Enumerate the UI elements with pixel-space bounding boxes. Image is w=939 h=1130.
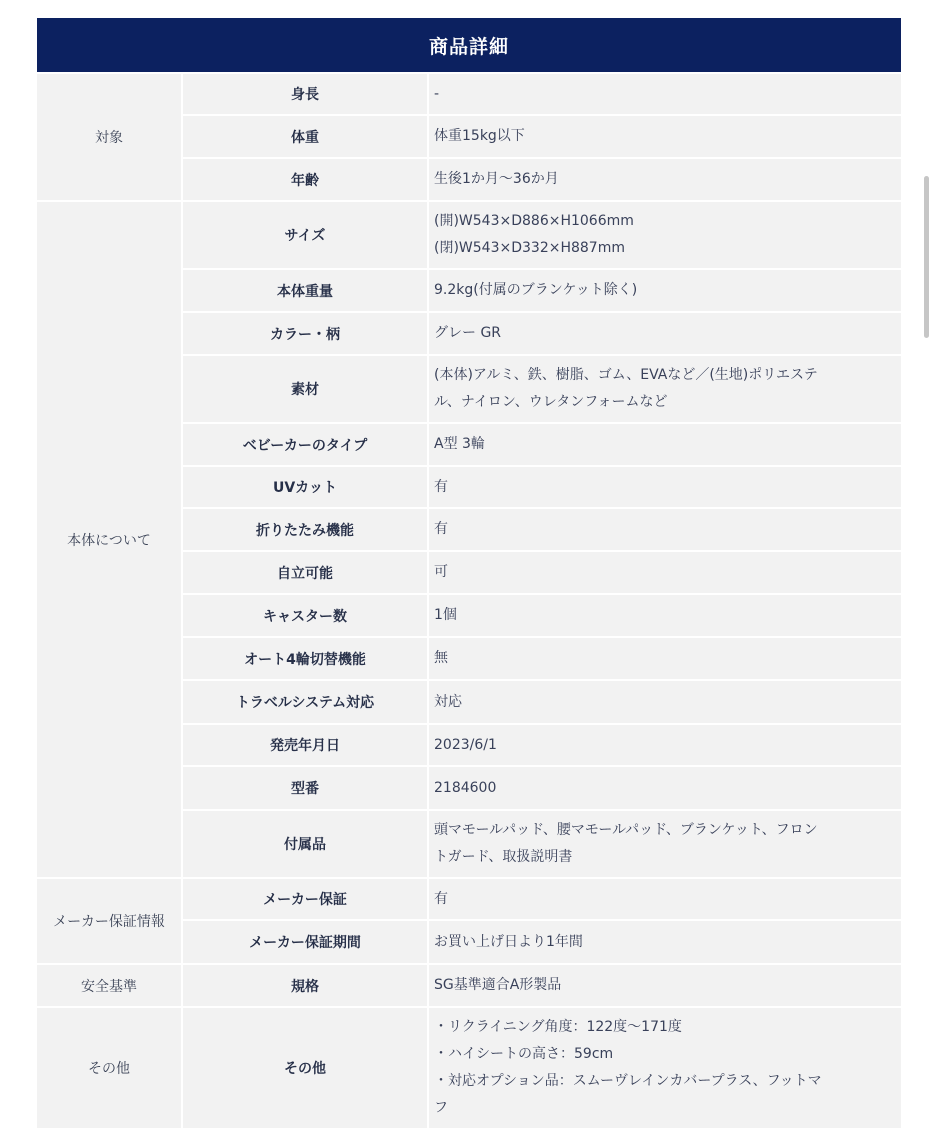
value-line: トガード、取扱説明書 bbox=[434, 849, 573, 865]
value-line: グレー GR bbox=[434, 325, 502, 341]
row-value bbox=[429, 313, 901, 354]
row-value bbox=[429, 921, 901, 963]
table-row bbox=[183, 313, 901, 356]
row-value bbox=[429, 424, 901, 465]
row-value bbox=[429, 74, 901, 114]
table-row bbox=[183, 509, 901, 552]
table-row bbox=[183, 74, 901, 116]
group-label: その他 bbox=[37, 1008, 183, 1128]
value-line: 可 bbox=[434, 564, 448, 580]
value-line: A型 3輪 bbox=[434, 436, 485, 452]
row-value bbox=[429, 467, 901, 507]
table-row bbox=[183, 921, 901, 963]
table-row bbox=[183, 467, 901, 509]
group-label: 対象 bbox=[37, 74, 183, 200]
spec-group bbox=[37, 1008, 901, 1130]
table-row bbox=[183, 159, 901, 200]
value-line: 9.2kg(付属のブランケット除く) bbox=[434, 282, 638, 298]
row-value bbox=[429, 159, 901, 200]
value-line: 生後1か月～36か月 bbox=[434, 171, 559, 187]
row-value bbox=[429, 595, 901, 636]
value-line: (閉)W543×D332×H887mm bbox=[434, 240, 625, 256]
row-label: キャスター数 bbox=[183, 595, 429, 636]
row-value bbox=[429, 552, 901, 593]
scrollbar-thumb[interactable] bbox=[924, 176, 929, 338]
group-rows bbox=[183, 202, 901, 877]
row-value bbox=[429, 1008, 901, 1128]
row-label: 発売年月日 bbox=[183, 725, 429, 765]
value-line: (本体)アルミ、鉄、樹脂、ゴム、EVAなど／(生地)ポリエステ bbox=[434, 367, 818, 383]
table-row bbox=[183, 270, 901, 313]
row-label: UVカット bbox=[183, 467, 429, 507]
table-row bbox=[183, 725, 901, 767]
table-row bbox=[183, 638, 901, 681]
row-value bbox=[429, 356, 901, 422]
spec-group bbox=[37, 202, 901, 879]
value-line: 2023/6/1 bbox=[434, 736, 497, 753]
table-row bbox=[183, 552, 901, 595]
table-row bbox=[183, 879, 901, 921]
value-line: 体重15kg以下 bbox=[434, 128, 525, 144]
value-line: ・ハイシートの高さ：59cm bbox=[434, 1046, 614, 1062]
row-value bbox=[429, 879, 901, 919]
spec-groups bbox=[37, 74, 901, 1130]
value-line: 頭マモールパッド、腰マモールパッド、ブランケット、フロン bbox=[434, 822, 818, 838]
value-line: フ bbox=[434, 1100, 448, 1116]
group-label: メーカー保証情報 bbox=[37, 879, 183, 963]
value-line: - bbox=[434, 85, 440, 102]
row-label: メーカー保証 bbox=[183, 879, 429, 919]
row-label: トラベルシステム対応 bbox=[183, 681, 429, 723]
value-line: 1個 bbox=[434, 607, 457, 623]
row-label: 型番 bbox=[183, 767, 429, 809]
row-value bbox=[429, 116, 901, 157]
table-row bbox=[183, 356, 901, 424]
row-label: 身長 bbox=[183, 74, 429, 114]
value-line: 有 bbox=[434, 890, 448, 907]
value-line: 対応 bbox=[434, 693, 462, 710]
group-rows bbox=[183, 74, 901, 200]
row-label: 本体重量 bbox=[183, 270, 429, 311]
row-label: 付属品 bbox=[183, 811, 429, 877]
value-line: SG基準適合A形製品 bbox=[434, 977, 562, 993]
table-row bbox=[183, 767, 901, 811]
row-value bbox=[429, 202, 901, 268]
row-value bbox=[429, 638, 901, 679]
value-line: ・リクライニング角度：122度～171度 bbox=[434, 1019, 682, 1035]
spec-group bbox=[37, 879, 901, 965]
row-value bbox=[429, 681, 901, 723]
row-value bbox=[429, 725, 901, 765]
value-line: ル、ナイロン、ウレタンフォームなど bbox=[434, 394, 668, 410]
row-label: 年齢 bbox=[183, 159, 429, 200]
spec-group bbox=[37, 74, 901, 202]
value-line: 有 bbox=[434, 521, 448, 537]
spec-group bbox=[37, 965, 901, 1008]
value-line: 有 bbox=[434, 478, 448, 495]
value-line: 無 bbox=[434, 650, 448, 666]
value-line: 2184600 bbox=[434, 779, 497, 796]
row-value bbox=[429, 965, 901, 1006]
table-row bbox=[183, 595, 901, 638]
group-rows bbox=[183, 965, 901, 1006]
group-label: 安全基準 bbox=[37, 965, 183, 1006]
row-value bbox=[429, 270, 901, 311]
table-row bbox=[183, 116, 901, 159]
row-label: ベビーカーのタイプ bbox=[183, 424, 429, 465]
table-title: 商品詳細 bbox=[37, 18, 901, 74]
row-label: カラー・柄 bbox=[183, 313, 429, 354]
row-label: 規格 bbox=[183, 965, 429, 1006]
row-label: 自立可能 bbox=[183, 552, 429, 593]
row-value bbox=[429, 811, 901, 877]
table-row bbox=[183, 202, 901, 270]
value-line: お買い上げ日より1年間 bbox=[434, 933, 583, 950]
table-row bbox=[183, 1008, 901, 1128]
row-label: サイズ bbox=[183, 202, 429, 268]
group-rows bbox=[183, 879, 901, 963]
group-label: 本体について bbox=[37, 202, 183, 877]
row-value bbox=[429, 509, 901, 550]
row-label: メーカー保証期間 bbox=[183, 921, 429, 963]
row-label: その他 bbox=[183, 1008, 429, 1128]
table-row bbox=[183, 811, 901, 877]
value-line: ・対応オプション品：スムーヴレインカバープラス、フットマ bbox=[434, 1073, 822, 1089]
row-label: 素材 bbox=[183, 356, 429, 422]
row-label: オート4輪切替機能 bbox=[183, 638, 429, 679]
table-row bbox=[183, 681, 901, 725]
row-label: 体重 bbox=[183, 116, 429, 157]
value-line: (開)W543×D886×H1066mm bbox=[434, 213, 634, 229]
group-rows bbox=[183, 1008, 901, 1128]
row-value bbox=[429, 767, 901, 809]
product-details-table bbox=[37, 18, 901, 1130]
table-row bbox=[183, 965, 901, 1006]
table-row bbox=[183, 424, 901, 467]
row-label: 折りたたみ機能 bbox=[183, 509, 429, 550]
